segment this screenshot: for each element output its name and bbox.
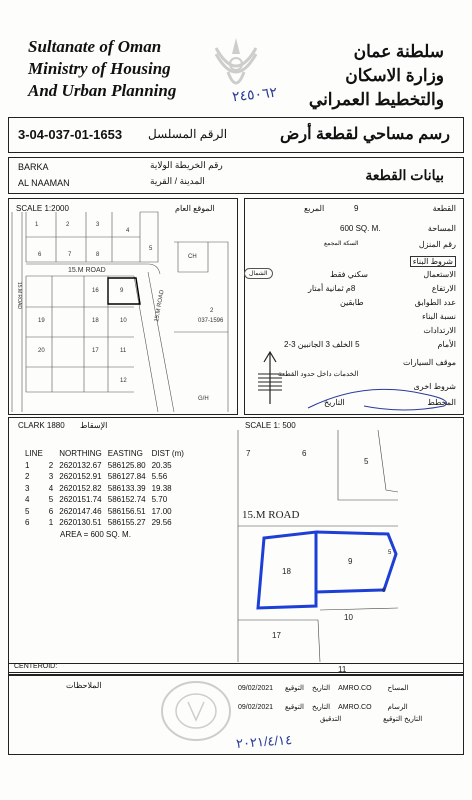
info-value-parking: الخدمات داخل حدود القطعة <box>278 371 359 378</box>
loc-lot-9: 9 <box>120 288 124 294</box>
notes-label: الملاحظات <box>66 681 102 690</box>
info-row-area <box>378 224 456 233</box>
info-label-block: المربع <box>304 204 325 213</box>
info-row-ratio <box>378 312 456 321</box>
info-label-ratio: نسبة البناء <box>422 312 456 321</box>
cell-from: 2 <box>25 472 30 482</box>
drafter-sign-label: التوقيع <box>285 704 304 711</box>
header-en-line3: And Urban Planning <box>28 81 177 100</box>
header-ar-line3: والتخطيط العمراني <box>308 90 444 109</box>
checker-label: التدقيق <box>320 716 342 723</box>
checker-sign-label: التوقيع <box>383 716 403 723</box>
cell-northing: 2620130.51 <box>59 518 102 528</box>
info-value-area: 600 SQ. M. <box>340 224 381 233</box>
info-label-setbacks: الارتدادات <box>423 326 456 335</box>
checker-date-label: التاريخ <box>404 716 423 723</box>
loc-lot-6: 6 <box>38 252 42 258</box>
loc-lot-8: 8 <box>96 252 100 258</box>
survey-lot-9: 9 <box>348 557 353 566</box>
loc-lot-12: 12 <box>120 378 127 384</box>
loc-road-label: 15.M ROAD <box>68 267 106 274</box>
cell-northing: 2620132.67 <box>59 460 102 470</box>
info-label-other: شروط اخرى <box>413 382 456 391</box>
loc-lot-17: 17 <box>92 348 99 354</box>
cell-dist: 20.35 <box>151 460 172 470</box>
survey-lot-7: 7 <box>246 449 251 458</box>
header-en-line2: Ministry of Housing <box>28 59 171 78</box>
document-title: رسم مساحي لقطعة أرض <box>280 126 450 143</box>
coordinate-table <box>22 448 187 529</box>
info-label-height: الارتفاع <box>431 284 456 293</box>
info-value-use: سكني فقط <box>330 270 368 279</box>
cell-dist: 19.38 <box>151 483 172 493</box>
cell-from: 6 <box>25 518 30 528</box>
info-value-house: السكة المجمع <box>324 241 359 247</box>
survey-lot-10: 10 <box>344 613 353 622</box>
cell-to: 1 <box>48 518 54 528</box>
checker-row <box>280 715 422 723</box>
table-row <box>22 460 187 472</box>
projection-value: CLARK 1880 <box>18 421 65 430</box>
info-row-house <box>378 240 456 249</box>
cell-easting: 586125.80 <box>107 460 146 470</box>
handwritten-date: ٢٠٢١/٤/١٤ <box>235 732 293 751</box>
table-row <box>22 483 187 495</box>
survey-lot-6: 6 <box>302 449 307 458</box>
info-row-floors <box>378 298 456 307</box>
centeroid-label: CENTEROID: <box>14 663 58 670</box>
cell-northing: 2620152.82 <box>59 483 102 493</box>
cell-from: 5 <box>25 506 30 516</box>
coordinate-header-row <box>22 448 187 460</box>
cell-easting: 586133.39 <box>107 483 146 493</box>
cell-from: 4 <box>25 495 30 505</box>
loc-side-road-label: 15.M ROAD <box>154 289 166 323</box>
survey-lot-18: 18 <box>282 567 291 576</box>
cell-to: 5 <box>48 495 54 505</box>
surveyor-label: المساح <box>387 685 409 692</box>
cell-dist: 29.56 <box>151 518 172 528</box>
village-value: AL NAAMAN <box>18 178 70 188</box>
info-value-setbacks: 5 الخلف 3 الجانبين 3-2 <box>284 340 360 349</box>
plot-survey-drawing <box>238 430 464 674</box>
info-label-use: الاستعمال <box>423 270 456 279</box>
surveyor-company: AMRO.CO <box>338 685 372 692</box>
cell-to: 3 <box>48 472 54 482</box>
loc-lot-7: 7 <box>68 252 72 258</box>
table-row <box>22 494 187 506</box>
coord-header-blank <box>46 448 56 460</box>
loc-lot-20: 20 <box>38 348 45 354</box>
official-stamp-icon <box>160 680 232 742</box>
loc-lot-ref: 037-1596 <box>198 318 224 324</box>
loc-left-road-label: 15.M ROAD <box>16 282 22 309</box>
info-label-plot: القطعة <box>432 204 456 213</box>
village-label: المدينة / القرية <box>150 176 205 186</box>
drafter-label: الرسام <box>387 704 408 711</box>
cell-dist: 5.56 <box>151 472 168 482</box>
handwritten-number: ٢٤٥٠٦٢ <box>231 83 278 105</box>
header-en-line1: Sultanate of Oman <box>28 37 162 56</box>
survey-scale: SCALE 1: 500 <box>245 421 296 430</box>
surveyor-date: 09/02/2021 <box>238 685 274 692</box>
info-row-use <box>378 270 456 279</box>
location-map-label: الموقع العام <box>175 204 215 213</box>
info-value-plot: 9 <box>354 204 359 213</box>
cell-from: 3 <box>25 483 30 493</box>
ministry-name-arabic <box>274 40 444 112</box>
drafter-row <box>238 703 408 711</box>
coord-header-dist: DIST (m) <box>151 449 184 459</box>
cell-dist: 17.00 <box>151 506 172 516</box>
loc-lot-16: 16 <box>92 288 99 294</box>
loc-lot-1: 1 <box>35 222 39 228</box>
wilaya-label: رقم الخريطة الولاية <box>150 160 223 170</box>
info-row-height <box>378 284 456 293</box>
survey-lot-17: 17 <box>272 631 281 640</box>
header-ar-line1: سلطنة عمان <box>353 42 444 61</box>
info-label-front: الأمام <box>437 340 456 349</box>
drafter-date: 09/02/2021 <box>238 704 274 711</box>
surveyor-date-label: التاريخ <box>311 685 331 692</box>
cell-to: 6 <box>48 506 54 516</box>
info-row-building-conditions <box>410 256 456 267</box>
info-label-planner: المخطط <box>427 398 456 407</box>
coord-header-northing: NORTHING <box>59 449 102 459</box>
location-map <box>8 212 238 415</box>
cell-northing: 2620147.46 <box>59 506 102 516</box>
table-row <box>22 517 187 529</box>
cell-easting: 586156.51 <box>107 506 146 516</box>
survey-corner-5: 5 <box>388 550 392 556</box>
ministry-name-english <box>28 36 218 102</box>
coord-header-line: LINE <box>25 449 43 459</box>
survey-lot-5: 5 <box>364 457 369 466</box>
loc-lot-2: 2 <box>66 222 70 228</box>
info-label-date: التاريخ <box>324 398 345 407</box>
cell-dist: 5.70 <box>151 495 168 505</box>
loc-lot-2b: 2 <box>210 308 214 314</box>
survey-lot-11: 11 <box>338 665 347 674</box>
loc-lot-5: 5 <box>149 246 153 252</box>
info-label-floors: عدد الطوابق <box>414 298 456 307</box>
surveyor-sign-label: التوقيع <box>285 685 304 692</box>
serial-label: الرقم المسلسل <box>148 127 228 141</box>
info-value-height: 8م ثمانية أمتار <box>308 284 356 293</box>
plot-data-title: بيانات القطعة <box>365 167 444 183</box>
loc-lot-18: 18 <box>92 318 99 324</box>
cell-easting: 586127.84 <box>107 472 146 482</box>
drafter-date-label: التاريخ <box>311 704 331 711</box>
cell-to: 4 <box>48 483 54 493</box>
loc-lot-4: 4 <box>126 228 130 234</box>
cell-northing: 2620151.74 <box>59 495 102 505</box>
north-label: الشمال <box>244 268 273 279</box>
table-row <box>22 506 187 518</box>
info-row-parking <box>403 358 456 367</box>
cell-easting: 586152.74 <box>107 495 146 505</box>
info-label-parking: موقف السيارات <box>402 358 456 367</box>
drafter-company: AMRO.CO <box>338 704 372 711</box>
cell-to: 2 <box>48 460 54 470</box>
cell-from: 1 <box>25 460 30 470</box>
signature-scribble-icon <box>304 376 464 416</box>
loc-lot-10: 10 <box>120 318 127 324</box>
projection-label: الإسقاط <box>80 421 108 430</box>
serial-number: 3-04-037-01-1653 <box>18 127 123 142</box>
area-summary: AREA = 600 SQ. M. <box>60 530 131 539</box>
loc-lot-3: 3 <box>96 222 100 228</box>
info-row-front <box>438 340 456 349</box>
loc-lot-19: 19 <box>38 318 45 324</box>
cell-easting: 586155.27 <box>107 518 146 528</box>
surveyor-row <box>238 684 409 692</box>
wilaya-value: BARKA <box>18 162 49 172</box>
north-arrow-icon <box>250 348 290 408</box>
info-value-floors: طابقين <box>340 298 364 307</box>
location-map-scale: SCALE 1:2000 <box>16 204 69 213</box>
loc-lot-11: 11 <box>120 348 127 354</box>
plot-info-rows <box>244 198 464 415</box>
loc-lot-gh: G/H <box>198 396 209 402</box>
info-row-plot <box>378 204 456 213</box>
info-label-building-conditions: شروط البناء <box>412 257 453 266</box>
survey-road-label: 15.M ROAD <box>242 509 300 521</box>
info-label-area: المساحة <box>427 224 456 233</box>
survey-corner-6: 6 <box>382 588 386 594</box>
cell-northing: 2620152.91 <box>59 472 102 482</box>
loc-lot-ch: CH <box>188 254 197 260</box>
info-label-house: رقم المنزل <box>418 240 456 249</box>
header-ar-line2: وزارة الاسكان <box>345 66 444 85</box>
coord-header-easting: EASTING <box>107 449 143 459</box>
table-row <box>22 471 187 483</box>
centeroid-frame <box>8 663 464 675</box>
info-row-setbacks <box>378 326 456 335</box>
